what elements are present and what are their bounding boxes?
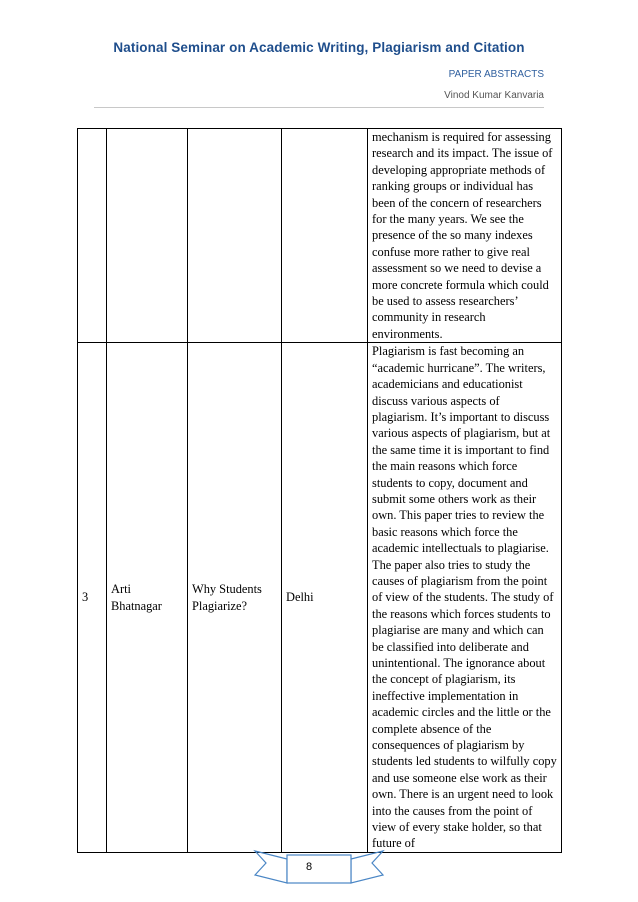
- table-row: [78, 129, 562, 343]
- header-divider: [94, 107, 544, 108]
- place-cell: Delhi: [282, 343, 368, 853]
- place-cell: [282, 129, 368, 343]
- title-cell: [188, 129, 282, 343]
- page-header: [0, 0, 638, 110]
- abstract-cell: mechanism is required for assessing research and its impact. The issue of developing appropriate methods of ranking groups or individual has been of the concern of researchers for the many years. We see the presence of the so many indexes confuse more rather to give real assessment so we need to devise a more concrete formula which could be used to assess researchers’ community in research environments.: [368, 129, 562, 343]
- sno-cell: [78, 129, 107, 343]
- table-row: [78, 343, 562, 853]
- author-cell: Arti Bhatnagar: [107, 343, 188, 853]
- author-cell: [107, 129, 188, 343]
- abstracts-table: [77, 128, 562, 853]
- title-cell: Why Students Plagiarize?: [188, 343, 282, 853]
- abstract-cell: Plagiarism is fast becoming an “academic hurricane”. The writers, academicians and educationist discuss various aspects of plagiarism. It’s important to discuss various aspects of plagiarism, but at the same time it is important to find the main reasons which force students to copy, document and submit some others work as their own. This paper tries to review the basic reasons which force the academic intellectuals to plagiarise. The paper also tries to study the causes of plagiarism from the point of view of the students. The study of the reasons which forces students to plagiarise are many and which can be classified into deliberate and unintentional. The ignorance about the concept of plagiarism, its ineffective implementation in academic circles and the little or the complete absence of the consequences of plagiarism by students led students to wilfully copy and use someone else work as their own. There is an urgent need to look into the causes from the point of view of every stake holder, so that future of: [368, 343, 562, 853]
- section-label: PAPER ABSTRACTS: [448, 69, 544, 80]
- author-label: Vinod Kumar Kanvaria: [444, 90, 544, 101]
- sno-cell: 3: [78, 343, 107, 853]
- seminar-title: National Seminar on Academic Writing, Plagiarism and Citation: [113, 40, 525, 55]
- page-number: 8: [305, 861, 313, 873]
- page-footer: [0, 845, 638, 895]
